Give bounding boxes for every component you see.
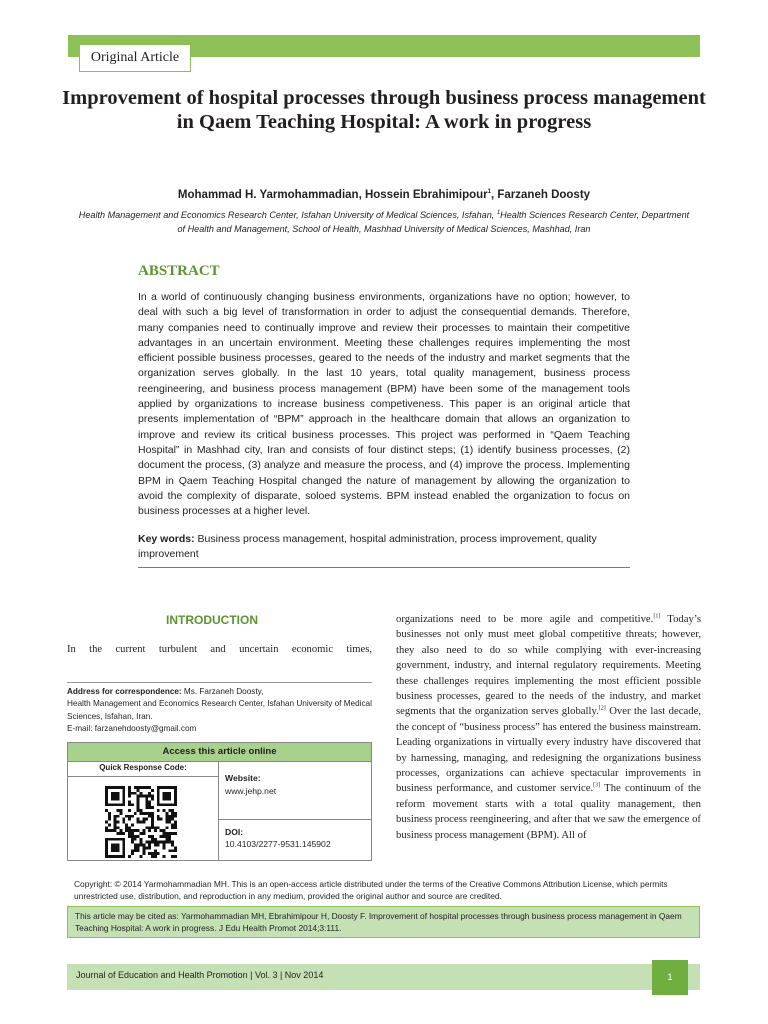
correspondence-label: Address for correspondence: [67, 687, 182, 696]
citation-ref-2[interactable]: [2] [598, 705, 606, 712]
affiliation-part2: Health Sciences Research Center, Department of Health and Management, School of Health, Mashhad University of Medical Sciences, Mashhad, Iran [177, 210, 690, 234]
correspondence-block [67, 686, 377, 735]
abstract-heading: ABSTRACT [138, 263, 220, 279]
abstract-body: In a world of continuously changing business environments, organizations have no option; however, to deal with such a big level of transformation in order to adjust the consequential demands. Therefore, many companies need to continually improve and review their processes to maintain their competitive advantages in an uncertain environment. Meeting these challenges requires implementing the most efficient possible business processes, geared to the needs of the industry and market segments that the organization serves globally. In the last 10 years, total quality management, business process reengineering, and business process management (BPM) have been some of the management tools applied by organizations to increase business competiveness. This paper is an original article that presents implementation of “BPM” approach in the healthcare domain that allows an organization to improve and review its critical business processes. This project was performed in “Qaem Teaching Hospital” in Mashhad city, Iran and consists of four distinct steps; (1) identify business processes, (2) document the process, (3) analyze and measure the process, and (4) improve the process. Implementing BPM in Qaem Teaching Hospital changed the nature of management by allowing the organization to avoid the complexity of disparate, soloed systems. BPM instead enabled the organization to focus on business processes at a higher level. [138, 291, 630, 518]
author-list [60, 189, 708, 201]
citation-ref-1[interactable]: [1] [653, 613, 661, 620]
introduction-first-line: In the current turbulent and uncertain economic times, [67, 644, 372, 655]
abstract-divider [138, 567, 630, 568]
access-box-heading: Access this article online [68, 743, 371, 762]
website-link[interactable]: www.jehp.net [225, 786, 277, 796]
affiliation-sup: 1 [496, 209, 501, 216]
affiliation-part1: Health Management and Economics Research Center, Isfahan University of Medical Sciences, Isfahan, [78, 210, 497, 220]
intro-text-4: The continuum of the reform movement starts with a total quality management, then business process reengineering, and after that we saw the emergence of business process management (BPM). All of [396, 782, 701, 841]
article-title: Improvement of hospital processes through business process management in Qaem Teaching Hospital: A work in progress [62, 87, 706, 133]
box-divider-right [219, 819, 371, 820]
keywords-label: Key words: [138, 533, 195, 545]
box-divider-vertical [218, 761, 219, 860]
citation-box: This article may be cited as: Yarmohammadian MH, Ebrahimipour H, Doosty F. Improvement of hospital processes through business process management in Qaem Teaching Hospital: A work in progress. J Edu Health Promot 2014;3:111. [67, 906, 700, 938]
keywords-list: Business process management, hospital administration, process improvement, quality improvement [138, 533, 597, 560]
affiliations [76, 208, 692, 236]
author-sup: 1 [487, 189, 491, 196]
keywords [138, 532, 630, 562]
intro-text-1: organizations need to be more agile and competitive. [396, 613, 654, 625]
doi-link[interactable]: 10.4103/2277-9531.145902 [225, 839, 331, 849]
intro-text-3: Over the last decade, the concept of “business process” has entered the business mainstream. Leading organizations in virtually every industry have discovered that by harnessing, managing, and redesigning the organizations business processes, organizations can achieve spectacular improvements in business performance, and customer service. [396, 705, 701, 795]
access-online-box [67, 742, 372, 861]
introduction-right-column [396, 612, 701, 843]
page-number: 1 [652, 960, 688, 995]
intro-text-2: Today’s businesses not only must meet global competitive threats; however, they also need to do so while complying with ever-increasing government, industry, and internal regulatory requirements. Meeting these challenges requires implementing the most efficient possible business processes, geared to the needs of the industry, and market segments that the organization serves globally. [396, 613, 701, 718]
website-label: Website: [225, 773, 261, 783]
journal-footer: Journal of Education and Health Promotion | Vol. 3 | Nov 2014 [76, 970, 324, 980]
correspondence-line-1 [67, 686, 377, 698]
doi-label: DOI: [225, 827, 244, 837]
correspondence-email[interactable]: E-mail: farzanehdoosty@gmail.com [67, 723, 197, 733]
correspondence-address: Health Management and Economics Research Center, Isfahan University of Medical Sciences, Isfahan, Iran. [67, 699, 372, 721]
authors-part1: Mohammad H. Yarmohammadian, Hossein Ebrahimipour [177, 189, 488, 201]
qr-code-icon[interactable] [105, 786, 177, 858]
authors-part2: , Farzaneh Doosty [491, 189, 591, 201]
article-type-label: Original Article [79, 44, 191, 72]
correspondence-name: Ms. Farzaneh Doosty, [181, 687, 264, 696]
citation-ref-3[interactable]: [3] [593, 782, 601, 789]
qr-label: Quick Response Code: [99, 763, 187, 772]
box-divider-left [68, 776, 218, 777]
correspondence-divider [67, 682, 372, 683]
copyright-notice: Copyright: © 2014 Yarmohammadian MH. This is an open-access article distributed under the terms of the Creative Commons Attribution License, which permits unrestricted use, distribution, and reproduction in any medium, provided the original author and source are credited. [74, 879, 668, 901]
introduction-heading: INTRODUCTION [166, 613, 258, 627]
